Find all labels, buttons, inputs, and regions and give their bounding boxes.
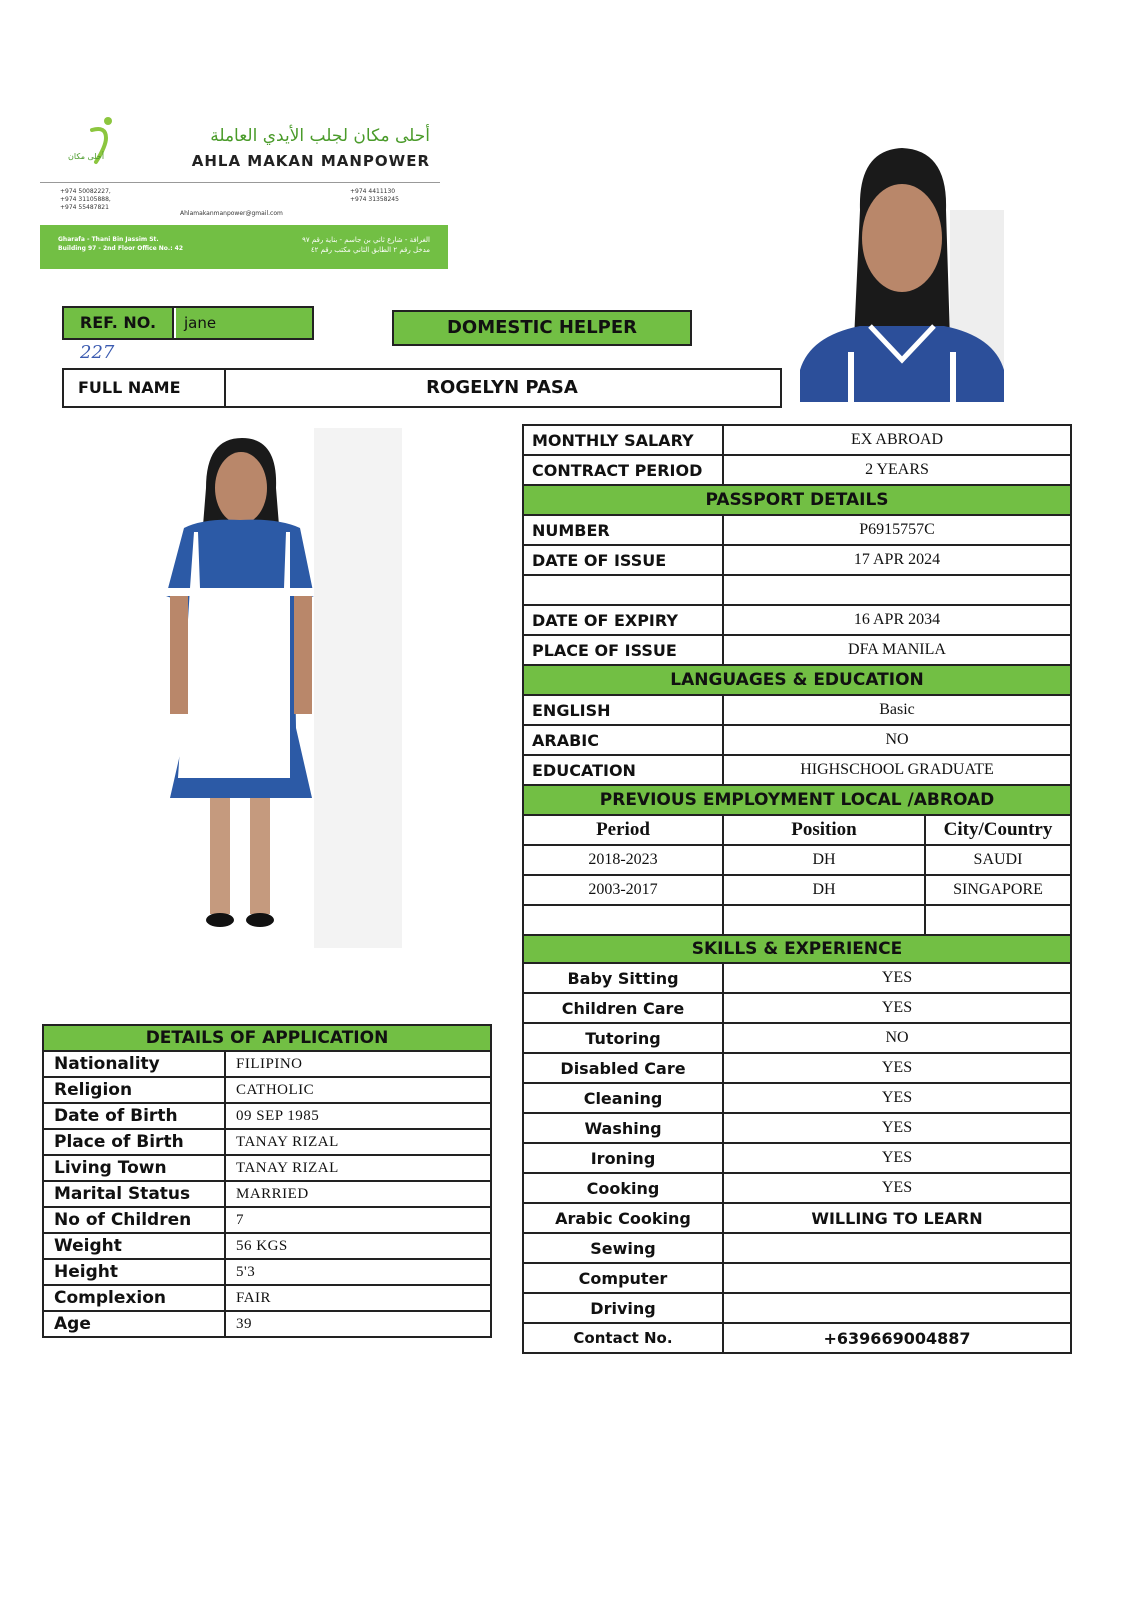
children-label: No of Children <box>43 1207 225 1233</box>
table-row <box>43 1103 491 1129</box>
date-of-expiry-label: DATE OF EXPIRY <box>523 605 723 635</box>
table-row <box>523 993 1071 1023</box>
employment-position: DH <box>723 875 925 905</box>
address-arabic <box>250 235 430 255</box>
employment-period: 2003-2017 <box>523 875 723 905</box>
address-english <box>58 235 183 253</box>
table-row <box>523 815 1071 845</box>
complexion-label: Complexion <box>43 1285 225 1311</box>
place-of-issue-label: PLACE OF ISSUE <box>523 635 723 665</box>
table-row <box>523 963 1071 993</box>
employment-position: DH <box>723 845 925 875</box>
marital-status-label: Marital Status <box>43 1181 225 1207</box>
table-row <box>43 1259 491 1285</box>
contact-label: Contact No. <box>523 1323 723 1353</box>
table-row <box>523 1023 1071 1053</box>
position-header: Position <box>723 815 925 845</box>
phone-number: +974 4411130 <box>350 188 396 195</box>
living-town-label: Living Town <box>43 1155 225 1181</box>
skill-value <box>723 1233 1071 1263</box>
table-row <box>523 1263 1071 1293</box>
age-value: 39 <box>225 1311 491 1337</box>
table-row <box>523 1083 1071 1113</box>
table-row <box>523 1233 1071 1263</box>
table-row <box>523 1323 1071 1353</box>
previous-employment-section-title: PREVIOUS EMPLOYMENT LOCAL /ABROAD <box>523 785 1071 815</box>
agency-header <box>40 90 448 270</box>
table-row <box>523 1203 1071 1233</box>
skill-value: YES <box>723 993 1071 1023</box>
phone-list-right <box>350 188 399 204</box>
monthly-salary-value: EX ABROAD <box>723 425 1071 455</box>
skills-section-title: SKILLS & EXPERIENCE <box>523 935 1071 963</box>
table-row <box>523 695 1071 725</box>
agency-name-english: AHLA MAKAN MANPOWER <box>191 152 430 170</box>
nationality-label: Nationality <box>43 1051 225 1077</box>
table-row <box>523 1143 1071 1173</box>
table-row <box>523 875 1071 905</box>
contact-value: +639669004887 <box>723 1323 1071 1353</box>
empty-cell <box>925 905 1071 935</box>
contract-period-label: CONTRACT PERIOD <box>523 455 723 485</box>
skill-label: Cleaning <box>523 1083 723 1113</box>
skill-value: NO <box>723 1023 1071 1053</box>
table-row <box>523 665 1071 695</box>
arabic-value: NO <box>723 725 1071 755</box>
phone-number: +974 55487821 <box>60 204 109 211</box>
full-body-photo <box>74 428 404 948</box>
phone-list-left <box>60 188 111 212</box>
portrait-photo <box>800 120 1004 402</box>
table-row <box>43 1285 491 1311</box>
skill-label: Driving <box>523 1293 723 1323</box>
age-label: Age <box>43 1311 225 1337</box>
agency-logo-subtext: أحلى مكان <box>68 152 105 161</box>
reference-box <box>62 306 314 340</box>
place-of-birth-label: Place of Birth <box>43 1129 225 1155</box>
skill-label: Computer <box>523 1263 723 1293</box>
skill-value: YES <box>723 963 1071 993</box>
children-value: 7 <box>225 1207 491 1233</box>
weight-value: 56 KGS <box>225 1233 491 1259</box>
address-line: Gharafa - Thani Bin Jassim St. <box>58 236 159 243</box>
skill-value: YES <box>723 1173 1071 1203</box>
skill-label: Tutoring <box>523 1023 723 1053</box>
date-of-issue-value: 17 APR 2024 <box>723 545 1071 575</box>
table-row <box>523 935 1071 963</box>
education-label: EDUCATION <box>523 755 723 785</box>
table-row <box>523 1293 1071 1323</box>
employment-country: SAUDI <box>925 845 1071 875</box>
table-row <box>43 1025 491 1051</box>
table-row <box>523 755 1071 785</box>
place-of-issue-value: DFA MANILA <box>723 635 1071 665</box>
employment-country: SINGAPORE <box>925 875 1071 905</box>
table-row <box>523 575 1071 605</box>
full-name-value: ROGELYN PASA <box>426 377 578 398</box>
skill-label: Arabic Cooking <box>523 1203 723 1233</box>
skill-label: Baby Sitting <box>523 963 723 993</box>
place-of-birth-value: TANAY RIZAL <box>225 1129 491 1155</box>
country-header: City/Country <box>925 815 1071 845</box>
table-row <box>43 1155 491 1181</box>
languages-section-title: LANGUAGES & EDUCATION <box>523 665 1071 695</box>
skill-label: Sewing <box>523 1233 723 1263</box>
table-row <box>43 1077 491 1103</box>
table-row <box>523 485 1071 515</box>
date-of-birth-value: 09 SEP 1985 <box>225 1103 491 1129</box>
table-row <box>523 635 1071 665</box>
english-label: ENGLISH <box>523 695 723 725</box>
application-section-title: DETAILS OF APPLICATION <box>43 1025 491 1051</box>
table-row <box>523 515 1071 545</box>
phone-number: +974 31358245 <box>350 196 399 203</box>
passport-section-title: PASSPORT DETAILS <box>523 485 1071 515</box>
passport-number-value: P6915757C <box>723 515 1071 545</box>
skill-label: Washing <box>523 1113 723 1143</box>
empty-cell <box>723 905 925 935</box>
table-row <box>523 785 1071 815</box>
handwritten-number: 227 <box>80 342 115 363</box>
table-row <box>43 1207 491 1233</box>
date-of-birth-label: Date of Birth <box>43 1103 225 1129</box>
table-row <box>523 1173 1071 1203</box>
weight-label: Weight <box>43 1233 225 1259</box>
employment-period: 2018-2023 <box>523 845 723 875</box>
table-row <box>523 905 1071 935</box>
skill-value <box>723 1293 1071 1323</box>
table-row <box>523 545 1071 575</box>
empty-cell <box>523 905 723 935</box>
skill-value: YES <box>723 1083 1071 1113</box>
phone-number: +974 31105888, <box>60 196 111 203</box>
complexion-value: FAIR <box>225 1285 491 1311</box>
table-row <box>523 845 1071 875</box>
table-row <box>523 1113 1071 1143</box>
religion-value: CATHOLIC <box>225 1077 491 1103</box>
table-row <box>523 605 1071 635</box>
table-row <box>523 425 1071 455</box>
passport-number-label: NUMBER <box>523 515 723 545</box>
marital-status-value: MARRIED <box>225 1181 491 1207</box>
education-value: HIGHSCHOOL GRADUATE <box>723 755 1071 785</box>
header-divider <box>40 182 440 183</box>
address-line: Building 97 - 2nd Floor Office No.: 42 <box>58 245 184 252</box>
arabic-label: ARABIC <box>523 725 723 755</box>
skill-label: Cooking <box>523 1173 723 1203</box>
skill-value: YES <box>723 1053 1071 1083</box>
table-row <box>523 1053 1071 1083</box>
phone-number: +974 50082227, <box>60 188 111 195</box>
skill-value: WILLING TO LEARN <box>723 1203 1071 1233</box>
table-row <box>43 1051 491 1077</box>
full-name-row <box>62 368 782 408</box>
skill-value: YES <box>723 1113 1071 1143</box>
job-title: DOMESTIC HELPER <box>392 310 692 346</box>
reference-value: jane <box>176 308 312 338</box>
agency-name-arabic: أحلى مكان لجلب الأيدي العاملة <box>210 126 430 146</box>
date-of-expiry-value: 16 APR 2034 <box>723 605 1071 635</box>
contract-period-value: 2 YEARS <box>723 455 1071 485</box>
reference-label: REF. NO. <box>64 308 174 338</box>
table-row <box>523 455 1071 485</box>
address-line: الغرافة - شارع ثاني بن جاسم - بناية رقم ٩٧ <box>302 236 430 244</box>
religion-label: Religion <box>43 1077 225 1103</box>
address-bar <box>40 225 448 269</box>
table-row <box>523 725 1071 755</box>
table-row <box>43 1311 491 1337</box>
english-value: Basic <box>723 695 1071 725</box>
skill-label: Disabled Care <box>523 1053 723 1083</box>
skill-value <box>723 1263 1071 1293</box>
date-of-issue-label: DATE OF ISSUE <box>523 545 723 575</box>
empty-cell <box>723 575 1071 605</box>
monthly-salary-label: MONTHLY SALARY <box>523 425 723 455</box>
nationality-value: FILIPINO <box>225 1051 491 1077</box>
application-details-table <box>42 1024 492 1338</box>
full-name-label: FULL NAME <box>64 370 226 406</box>
address-line: مدخل رقم ٢ الطابق الثاني مكتب رقم ٤٢ <box>310 246 430 254</box>
height-label: Height <box>43 1259 225 1285</box>
height-value: 5'3 <box>225 1259 491 1285</box>
agency-email: Ahlamakanmanpower@gmail.com <box>180 210 283 217</box>
skill-label: Children Care <box>523 993 723 1023</box>
candidate-details-table <box>522 424 1072 1354</box>
table-row <box>43 1181 491 1207</box>
empty-cell <box>523 575 723 605</box>
living-town-value: TANAY RIZAL <box>225 1155 491 1181</box>
skill-label: Ironing <box>523 1143 723 1173</box>
period-header: Period <box>523 815 723 845</box>
table-row <box>43 1129 491 1155</box>
table-row <box>43 1233 491 1259</box>
skill-value: YES <box>723 1143 1071 1173</box>
